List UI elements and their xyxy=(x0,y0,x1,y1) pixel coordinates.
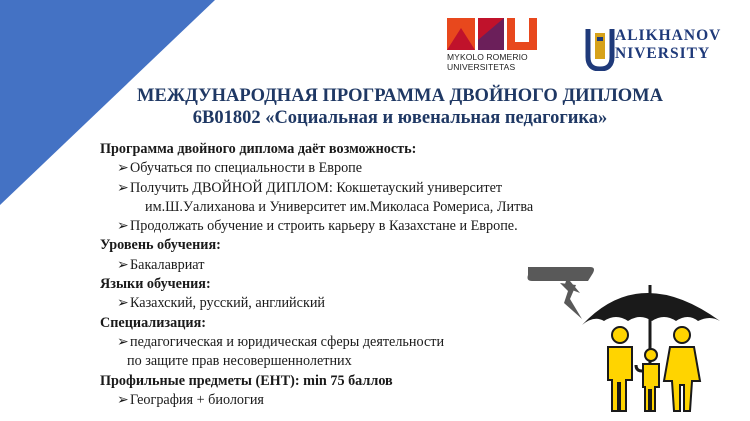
ualikhanov-u-mark xyxy=(585,27,615,71)
specialization-heading: Специализация: xyxy=(100,314,206,331)
mru-logo xyxy=(447,18,557,72)
list-item: ➢ Продолжать обучение и строить карьеру в Казахстане и Европе. xyxy=(100,217,540,236)
level-heading: Уровень обучения: xyxy=(100,237,221,254)
program-subtitle: 6В01802 «Социальная и ювенальная педагогика» xyxy=(192,108,608,128)
ualikhanov-university-logo xyxy=(585,27,735,71)
family-icon xyxy=(608,327,700,411)
list-item: ➢ Казахский, русский, английский xyxy=(100,294,540,313)
opportunities-heading: Программа двойного диплома даёт возможность: xyxy=(100,141,417,157)
storm-cloud-icon xyxy=(528,267,595,319)
arrow-bullet-icon: ➢ xyxy=(117,333,129,350)
mru-name-line2: UNIVERSITETAS xyxy=(447,61,516,72)
mru-logo-mark xyxy=(447,18,537,50)
arrow-bullet-icon: ➢ xyxy=(117,160,129,177)
languages-heading: Языки обучения: xyxy=(100,276,211,293)
umbrella-family-illustration xyxy=(520,255,745,415)
arrow-bullet-icon: ➢ xyxy=(117,218,129,235)
program-details xyxy=(100,140,540,410)
program-title: МЕЖДУНАРОДНАЯ ПРОГРАММА ДВОЙНОГО ДИПЛОМА xyxy=(137,86,663,106)
list-item: ➢ Обучаться по специальности в Европе xyxy=(100,159,540,178)
list-item: ➢ География + биология xyxy=(100,391,540,410)
ualikhanov-line2: NIVERSITY xyxy=(615,45,711,62)
ualikhanov-line1: ALIKHANOV xyxy=(615,27,722,44)
mru-name-line1: MYKOLO ROMERIO xyxy=(447,52,528,62)
arrow-bullet-icon: ➢ xyxy=(117,179,129,196)
list-item: ➢ Получить ДВОЙНОЙ ДИПЛОМ: Кокшетауский университет xyxy=(100,179,540,198)
subjects-heading: Профильные предметы (ЕНТ): min 75 баллов xyxy=(100,372,393,389)
arrow-bullet-icon: ➢ xyxy=(117,391,129,408)
list-item-continuation: им.Ш.Уалиханова и Университет им.Миколаса Ромериса, Литва xyxy=(145,198,534,215)
list-item: ➢ Бакалавриат xyxy=(100,256,540,275)
arrow-bullet-icon: ➢ xyxy=(117,256,129,273)
arrow-bullet-icon: ➢ xyxy=(117,295,129,312)
list-item-continuation: по защите прав несовершеннолетних xyxy=(127,353,352,370)
list-item: ➢ педагогическая и юридическая сферы деятельности xyxy=(100,333,540,352)
